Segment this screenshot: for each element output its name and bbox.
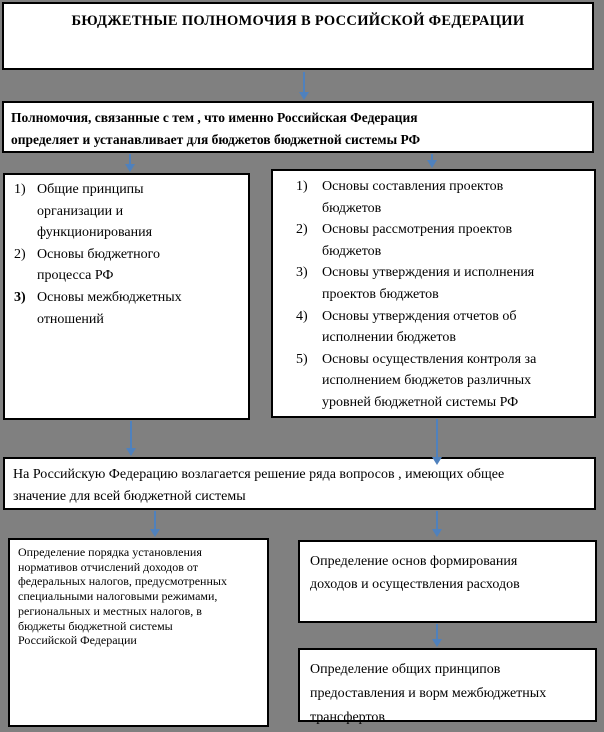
list-item xyxy=(14,287,248,330)
list-item-text: Основы межбюджетных отношений xyxy=(37,289,182,327)
list-item-number: 2) xyxy=(296,222,308,238)
list-item-number: 1) xyxy=(14,182,26,197)
list-item-text: Основы утверждения отчетов об исполнении бюджетов xyxy=(322,308,517,346)
list-item-number: 1) xyxy=(296,179,308,194)
diagram-title: БЮДЖЕТНЫЕ ПОЛНОМОЧИЯ В РОССИЙСКОЙ ФЕДЕРАЦИИ xyxy=(71,13,525,29)
intro-box: Полномочия, связанные с тем , что именно Российская Федерация определяет и устанавливает для бюджетов бюджетной системы РФ xyxy=(2,101,594,153)
list-item-number: 3) xyxy=(296,265,308,281)
list-item xyxy=(296,306,594,349)
list-item-text: Основы утверждения и исполнения проектов бюджетов xyxy=(322,265,535,302)
arrow-left-list-to-middle-icon xyxy=(126,421,136,456)
list-item-number: 3) xyxy=(14,289,26,305)
list-item-number: 4) xyxy=(296,308,308,324)
list-item-text: Основы бюджетного процесса РФ xyxy=(37,246,161,284)
left-list-box xyxy=(3,173,250,420)
list-item-text: Основы составления проектов бюджетов xyxy=(322,179,504,216)
bottom-right-box: Определение общих принципов предоставления и ворм межбюджетных трансфертов xyxy=(298,648,597,722)
arrow-title-to-intro-icon xyxy=(299,72,309,100)
list-item xyxy=(296,262,594,305)
list-item xyxy=(296,219,594,262)
list-item-number: 5) xyxy=(296,351,308,367)
list-item xyxy=(14,179,248,244)
right-list-box xyxy=(271,169,596,418)
mid-right-box: Определение основ формирования доходов и осуществления расходов xyxy=(298,540,597,623)
list-item-text: Основы осуществления контроля за исполнением бюджетов различных уровней бюджетной системы РФ xyxy=(322,351,537,410)
bottom-left-box: Определение порядка установления нормативов отчислений доходов от федеральных налогов, предусмотренных специальными налоговыми режимами, региональных и местных налогов, в бюджеты бюджетной системы Российской Федерации xyxy=(8,538,269,727)
list-item xyxy=(296,349,594,414)
list-item-number: 2) xyxy=(14,246,26,262)
arrow-intro-to-right-list-icon xyxy=(427,154,437,168)
title-box xyxy=(2,2,594,70)
middle-box: На Российскую Федерацию возлагается решение ряда вопросов , имеющих общее значение для всей бюджетной системы xyxy=(3,457,596,510)
arrow-mid-right-to-bottom-right-icon xyxy=(432,624,442,647)
arrow-middle-to-mid-right-icon xyxy=(432,511,442,537)
arrow-middle-to-bottom-left-icon xyxy=(150,511,160,537)
list-item-text: Основы рассмотрения проектов бюджетов xyxy=(322,222,513,259)
list-item-text: Общие принципы организации и функционирования xyxy=(37,182,153,241)
list-item xyxy=(296,176,594,219)
list-item xyxy=(14,244,248,287)
arrow-intro-to-left-list-icon xyxy=(125,154,135,172)
arrow-right-list-to-middle-icon xyxy=(432,419,442,465)
